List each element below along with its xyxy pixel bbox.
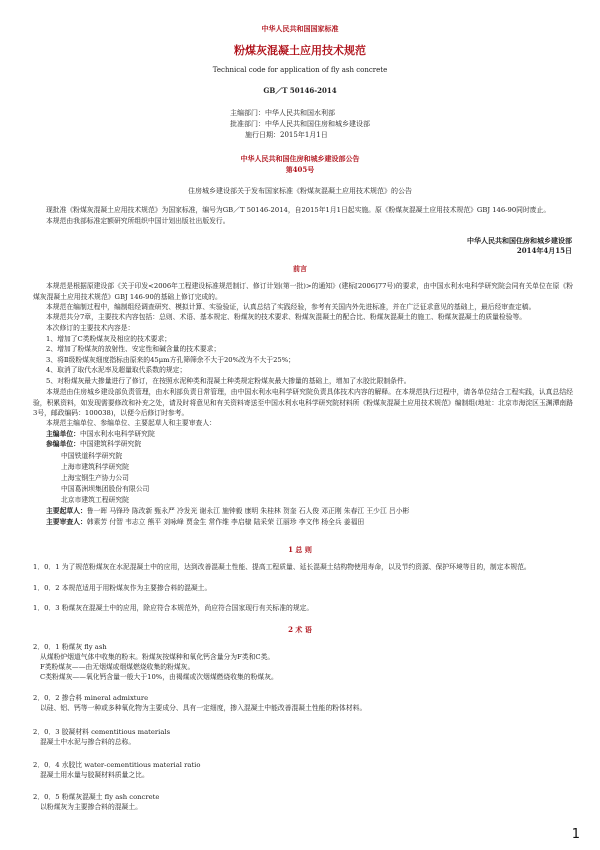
foreword-p3: 本规范共分7章，主要技术内容包括：总则、术语、基本规定、粉煤灰的技术要求、粉煤灰混凝土的配合比、粉煤灰混凝土的施工、粉煤灰混凝土的质量检验等。 [46, 313, 527, 321]
foreword-p1: 本规范是根据原建设部《关于印发<2006年工程建设标准规范制订、修订计划(第一批)>的通知》(建标[2006]77号)的要求，由中国水利水电科学研究院会同有关单位在原《粉煤灰混凝土应用技术规范》GBJ 146-90的基础上修订完成的。 [33, 282, 573, 301]
chief-unit: 中国水利水电科学研究院 [79, 430, 155, 438]
announcement-date: 2014年4月15日 [516, 246, 572, 255]
co-unit: 中国铁道科学研究院 [61, 452, 123, 460]
chief-unit-label: 主编单位： [46, 430, 80, 438]
drafters: 鲁一晖 马锋玲 陈改新 甄永严 冷发光 谢永江 施钟毅 康明 朱桂林 贺奎 石人俊 邓正刚 朱春江 王少江 吕小彬 [86, 507, 410, 515]
co-unit: 北京市建筑工程研究院 [61, 496, 129, 504]
announcement-number: 第405号 [285, 165, 315, 174]
co-unit: 上海宝钢生产协力公司 [61, 474, 129, 482]
term-2-0-5-line: 以粉煤灰为主要掺合料的混凝土。 [40, 803, 142, 811]
foreword-p5: 本规范由住房城乡建设部负责管理，由水利部负责日常管理，由中国水利水电科学研究院负责具体技术内容的解释。在本规范执行过程中，请各单位结合工程实践，认真总结经验，积累资料，如发现需要修改和补充之处，请及时将意见和有关资料寄送至中国水利水电科学研究院材料所《粉煤灰混凝土应用技术规范》编制组(地址：北京市海淀区玉渊潭南路3号，邮政编码：100038)，以便今后修订时参考。 [33, 388, 573, 417]
co-unit: 中国葛洲坝集团股份有限公司 [61, 485, 150, 493]
foreword-item: 5、对粉煤灰最大掺量进行了修订，在按照水泥种类和混凝土种类规定粉煤灰最大掺量的基础上，增加了水胶比限制条件。 [46, 377, 411, 385]
term-2-0-1-line: 从煤粉炉烟道气体中收集的粉末。粉煤灰按煤种和氧化钙含量分为F类和C类。 [40, 653, 275, 661]
standard-label: 中华人民共和国国家标准 [261, 24, 339, 33]
foreword-p4: 本次修订的主要技术内容是： [46, 324, 135, 332]
english-title: Technical code for application of fly ash concrete [212, 66, 388, 74]
clause-1-0-1: 1．0．1 为了规范粉煤灰在水泥混凝土中的应用，达到改善混凝土性能、提高工程质量、延长混凝土结构物使用寿命，以及节约资源、保护环境等目的，制定本规范。 [33, 563, 531, 571]
reviewers-line [46, 517, 586, 528]
co-unit-label: 参编单位： [46, 440, 80, 448]
page-number: 1 [571, 827, 580, 842]
term-2-0-1-line: C类粉煤灰——氧化钙含量一般大于10%，由褐煤或次烟煤燃烧收集的粉煤灰。 [40, 673, 278, 681]
foreword-item: 2、增加了粉煤灰的放射性、安定性和碱含量的技术要求； [46, 345, 221, 353]
announcement-subject: 住房城乡建设部关于发布国家标准《粉煤灰混凝土应用技术规范》的公告 [188, 187, 412, 195]
term-2-0-4-heading: 2．0．4 水胶比 water-cementitious material ratio [33, 761, 201, 769]
term-2-0-1-heading: 2．0．1 粉煤灰 fly ash [33, 643, 107, 651]
co-unit-line [46, 439, 586, 450]
standard-code: GB／T 50146-2014 [263, 86, 337, 95]
effective-date: 施行日期：2015年1月1日 [245, 131, 328, 139]
foreword-p6: 本规范主编单位、参编单位、主要起草人和主要审查人： [46, 419, 216, 427]
document-title: 粉煤灰混凝土应用技术规范 [234, 44, 366, 57]
foreword-title: 前言 [293, 264, 307, 273]
chief-department: 主编部门：中华人民共和国水利部 [230, 109, 335, 117]
foreword-item: 1、增加了C类粉煤灰及相应的技术要求； [46, 335, 172, 343]
term-2-0-3-line: 混凝土中水泥与掺合料的总称。 [40, 738, 136, 746]
chapter-2-title: 2 术 语 [288, 625, 312, 634]
chief-unit-line [46, 429, 586, 440]
term-2-0-2-heading: 2．0．2 掺合料 mineral admixture [33, 694, 149, 702]
foreword-item: 4、取消了取代水泥率及超量取代系数的规定； [46, 366, 187, 374]
chapter-1-title: 1 总 则 [288, 545, 312, 554]
reviewers: 韩素芳 付智 韦志立 熊平 刘咏峰 贾金生 常作维 李启棣 陆采荣 江丽珍 李文伟 杨全兵 姜福田 [86, 518, 365, 526]
co-unit: 中国建筑科学研究院 [79, 440, 142, 448]
foreword-item: 3、将Ⅱ级粉煤灰细度指标由原来的45μm方孔筛筛余不大于20%改为不大于25%； [46, 356, 295, 364]
drafters-line [46, 506, 586, 517]
announcement-body-2: 本规范由我部标准定额研究所组织中国计划出版社出版发行。 [46, 217, 230, 225]
drafters-label: 主要起草人： [46, 507, 87, 515]
co-unit: 上海市建筑科学研究院 [61, 463, 129, 471]
term-2-0-4-line: 混凝土用水量与胶凝材料质量之比。 [40, 771, 149, 779]
foreword-p2: 本规范在编制过程中，编制组经调查研究、模拟计算、实验验证，认真总结了实践经验，参考有关国内外先进标准，并在广泛征求意见的基础上，最后经审查定稿。 [46, 303, 536, 311]
clause-1-0-2: 1．0．2 本规范适用于用粉煤灰作为主要掺合料的混凝土。 [33, 584, 212, 592]
reviewers-label: 主要审查人： [46, 518, 87, 526]
term-2-0-5-heading: 2．0．5 粉煤灰混凝土 fly ash concrete [33, 793, 160, 801]
announcement-title: 中华人民共和国住房和城乡建设部公告 [240, 154, 360, 163]
term-2-0-1-line: F类粉煤灰——由无烟煤或烟煤燃烧收集的粉煤灰。 [40, 663, 195, 671]
clause-1-0-3: 1．0．3 粉煤灰在混凝土中的应用，除应符合本规范外，尚应符合国家现行有关标准的规定。 [33, 604, 314, 612]
announcement-body-1: 现批准《粉煤灰混凝土应用技术规范》为国家标准，编号为GB／T 50146-2014，自2015年1月1日起实施。原《粉煤灰混凝土应用技术规范》GBJ 146-90同时废止。 [46, 206, 551, 214]
approving-department: 批准部门：中华人民共和国住房和城乡建设部 [230, 120, 370, 128]
term-2-0-3-heading: 2．0．3 胶凝材料 cementitious materials [33, 728, 171, 736]
term-2-0-2-line: 以硅、铝、钙等一种或多种氧化物为主要成分、具有一定细度，掺入混凝土中能改善混凝土性能的粉体材料。 [40, 704, 367, 712]
announcement-signer: 中华人民共和国住房和城乡建设部 [467, 236, 572, 245]
